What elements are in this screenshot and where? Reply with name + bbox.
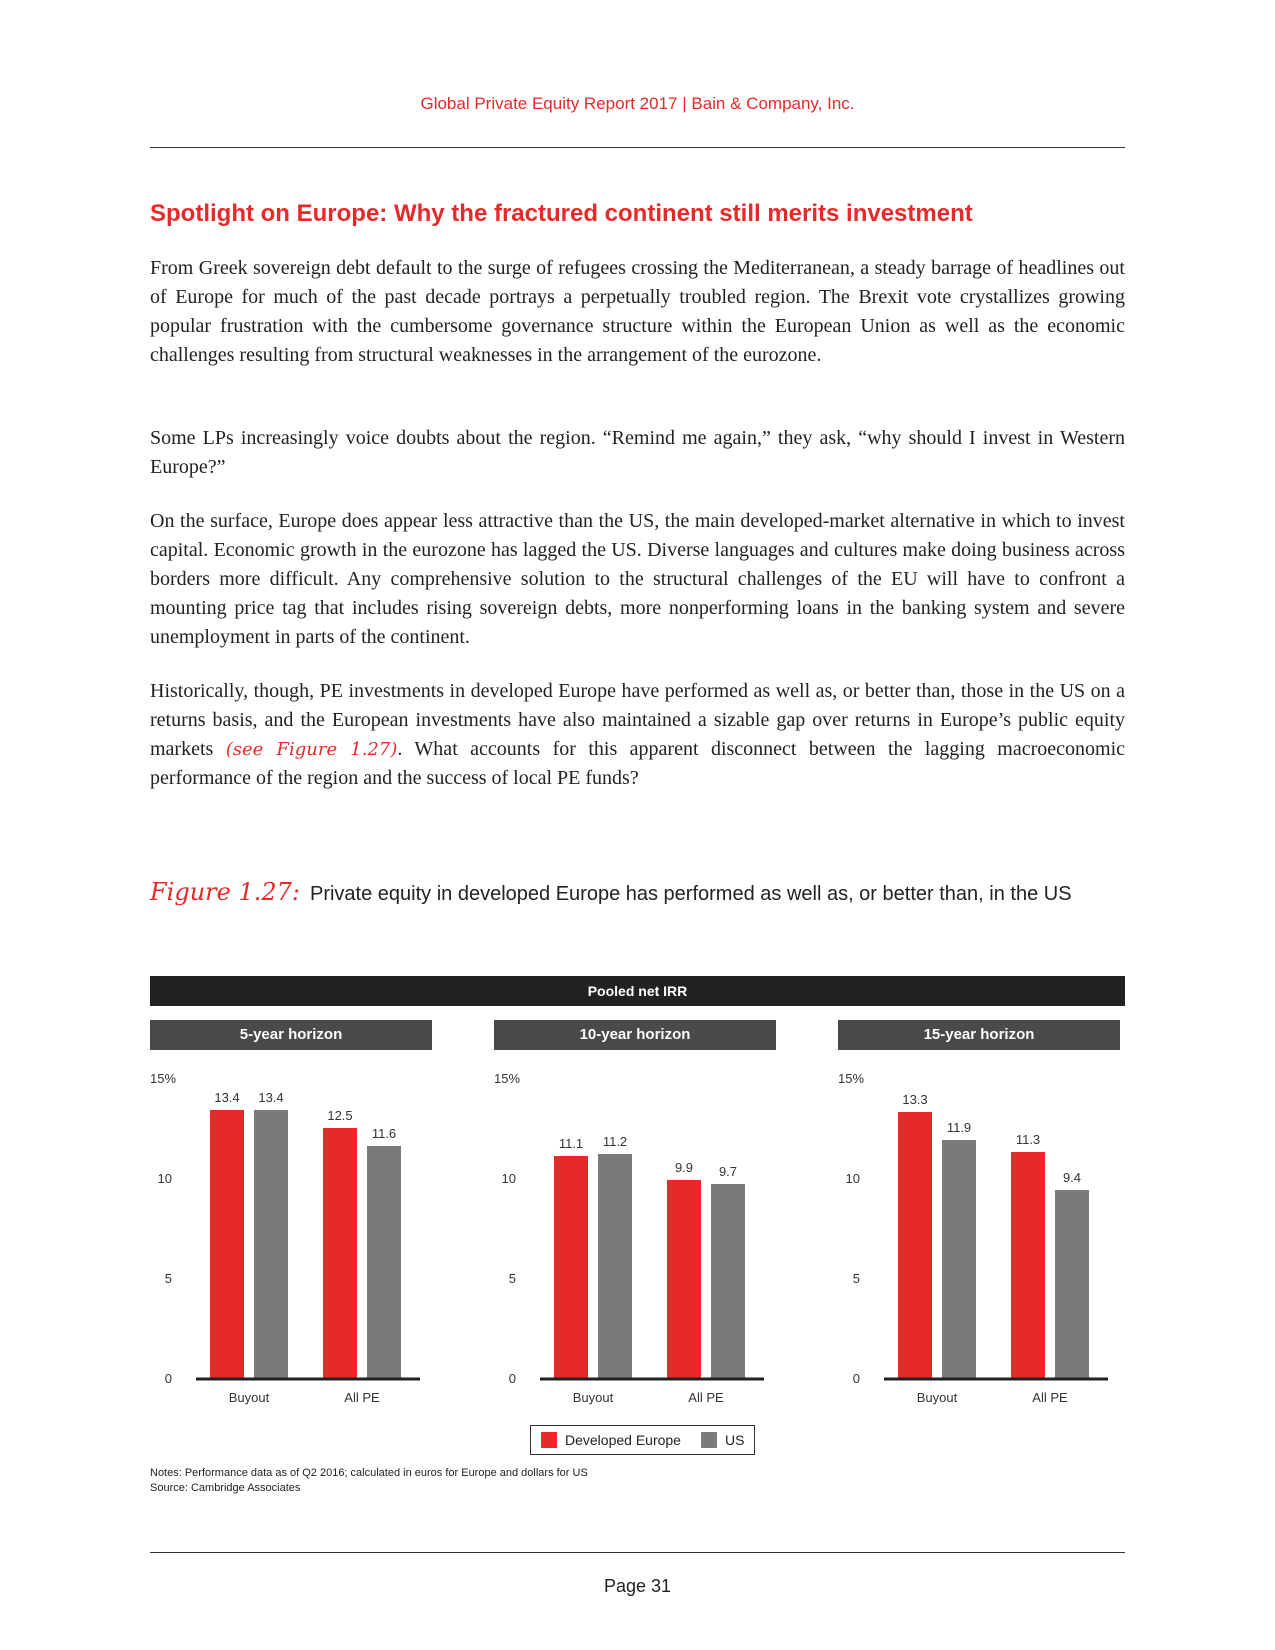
bar-us-all-pe	[1055, 1190, 1089, 1378]
chart-legend	[530, 1425, 755, 1455]
category-label: Buyout	[916, 1390, 958, 1405]
y-tick-label: 5	[164, 1271, 172, 1286]
legend-item-us	[701, 1432, 744, 1448]
panel-header-5-year: 5-year horizon	[150, 1020, 432, 1050]
paragraph-4-text-a: Historically, though, PE investments in developed Europe have performed as well as, or better than, those in the US on a returns basis, and the European investments have also maintained a sizable gap over returns in Europe’s public equity markets	[150, 680, 1125, 760]
header-rule	[150, 147, 1125, 148]
y-tick-label: 15%	[494, 1071, 521, 1086]
bar-us-buyout	[942, 1140, 976, 1378]
panel-header-15-year: 15-year horizon	[838, 1020, 1120, 1050]
paragraph-4-text-b: . What accounts for this apparent disconnect between the lagging macroeconomic performance of the region and the success of local PE funds?	[150, 738, 1126, 789]
bar-us-buyout	[254, 1110, 288, 1378]
figure-title	[150, 878, 1125, 906]
category-label: All PE	[344, 1390, 380, 1405]
data-label: 9.9	[674, 1160, 694, 1175]
data-label: 11.2	[602, 1134, 628, 1149]
chart-5-year	[150, 1060, 460, 1420]
paragraph-2: Some LPs increasingly voice doubts about the region. “Remind me again,” they ask, “why should I invest in Western Europe?”	[150, 427, 1125, 478]
category-label: Buyout	[572, 1390, 614, 1405]
data-label: 13.4	[214, 1090, 240, 1105]
category-label: All PE	[688, 1390, 724, 1405]
y-tick-label: 10	[501, 1171, 516, 1186]
figure-caption: Private equity in developed Europe has performed as well as, or better than, in the US	[309, 883, 1072, 905]
section-title: Spotlight on Europe: Why the fractured continent still merits investment	[150, 200, 973, 227]
y-tick-label: 10	[157, 1171, 172, 1186]
paragraph-1: From Greek sovereign debt default to the surge of refugees crossing the Mediterranean, a steady barrage of headlines out of Europe for much of the past decade portrays a perpetually troubled region. The Brexit vote crystallizes growing popular frustration with the cumbersome governance structure within the European Union as well as the economic challenges resulting from structural weaknesses in the arrangement of the eurozone.	[150, 257, 1125, 366]
figure-notes-block	[150, 1466, 588, 1496]
bar-europe-buyout	[898, 1112, 932, 1378]
y-tick-label: 0	[164, 1371, 172, 1386]
y-tick-label: 10	[845, 1171, 860, 1186]
legend-item-europe	[541, 1432, 681, 1448]
footer-rule	[150, 1552, 1125, 1553]
running-head: Global Private Equity Report 2017 | Bain & Company, Inc.	[420, 94, 855, 113]
paragraph-3: On the surface, Europe does appear less attractive than the US, the main developed-market alternative in which to invest capital. Economic growth in the eurozone has lagged the US. Diverse languages and cultures make doing business across borders more difficult. Any comprehensive solution to the structural challenges of the EU will have to confront a mounting price tag that includes rising sovereign debts, more nonperforming loans in the banking system and severe unemployment in parts of the continent.	[150, 510, 1125, 648]
figure-notes: Notes: Performance data as of Q2 2016; calculated in euros for Europe and dollars for US	[150, 1467, 588, 1479]
data-label: 11.3	[1015, 1132, 1041, 1147]
data-label: 11.1	[558, 1136, 584, 1151]
legend-label-europe: Developed Europe	[565, 1432, 681, 1448]
bar-europe-buyout	[210, 1110, 244, 1378]
chart-15-year	[838, 1060, 1148, 1420]
paragraph-4	[150, 677, 1125, 793]
y-tick-label: 15%	[838, 1071, 865, 1086]
chart-10-year	[494, 1060, 804, 1420]
data-label: 9.4	[1062, 1170, 1082, 1185]
y-tick-label: 0	[852, 1371, 860, 1386]
category-label: Buyout	[228, 1390, 270, 1405]
data-label: 9.7	[718, 1164, 738, 1179]
y-tick-label: 5	[852, 1271, 860, 1286]
category-label: All PE	[1032, 1390, 1068, 1405]
figure-source: Source: Cambridge Associates	[150, 1482, 301, 1494]
data-label: 11.6	[371, 1126, 397, 1141]
data-label: 11.9	[946, 1120, 972, 1135]
page-number: Page 31	[603, 1576, 672, 1596]
legend-swatch-europe	[541, 1432, 557, 1448]
bar-us-all-pe	[711, 1184, 745, 1378]
y-tick-label: 5	[508, 1271, 516, 1286]
bar-us-buyout	[598, 1154, 632, 1378]
data-label: 13.3	[902, 1092, 928, 1107]
legend-label-us: US	[724, 1432, 745, 1448]
figure-label: Figure 1.27:	[150, 878, 300, 906]
panel-header-10-year: 10-year horizon	[494, 1020, 776, 1050]
y-tick-label: 15%	[150, 1071, 177, 1086]
legend-swatch-us	[701, 1432, 717, 1448]
y-tick-label: 0	[508, 1371, 516, 1386]
pooled-irr-banner: Pooled net IRR	[150, 976, 1125, 1006]
bar-europe-all-pe	[667, 1180, 701, 1378]
bar-us-all-pe	[367, 1146, 401, 1378]
data-label: 12.5	[327, 1108, 353, 1123]
bar-europe-all-pe	[1011, 1152, 1045, 1378]
bar-europe-all-pe	[323, 1128, 357, 1378]
figure-reference: (see Figure 1.27)	[225, 739, 398, 760]
bar-europe-buyout	[554, 1156, 588, 1378]
data-label: 13.4	[258, 1090, 284, 1105]
